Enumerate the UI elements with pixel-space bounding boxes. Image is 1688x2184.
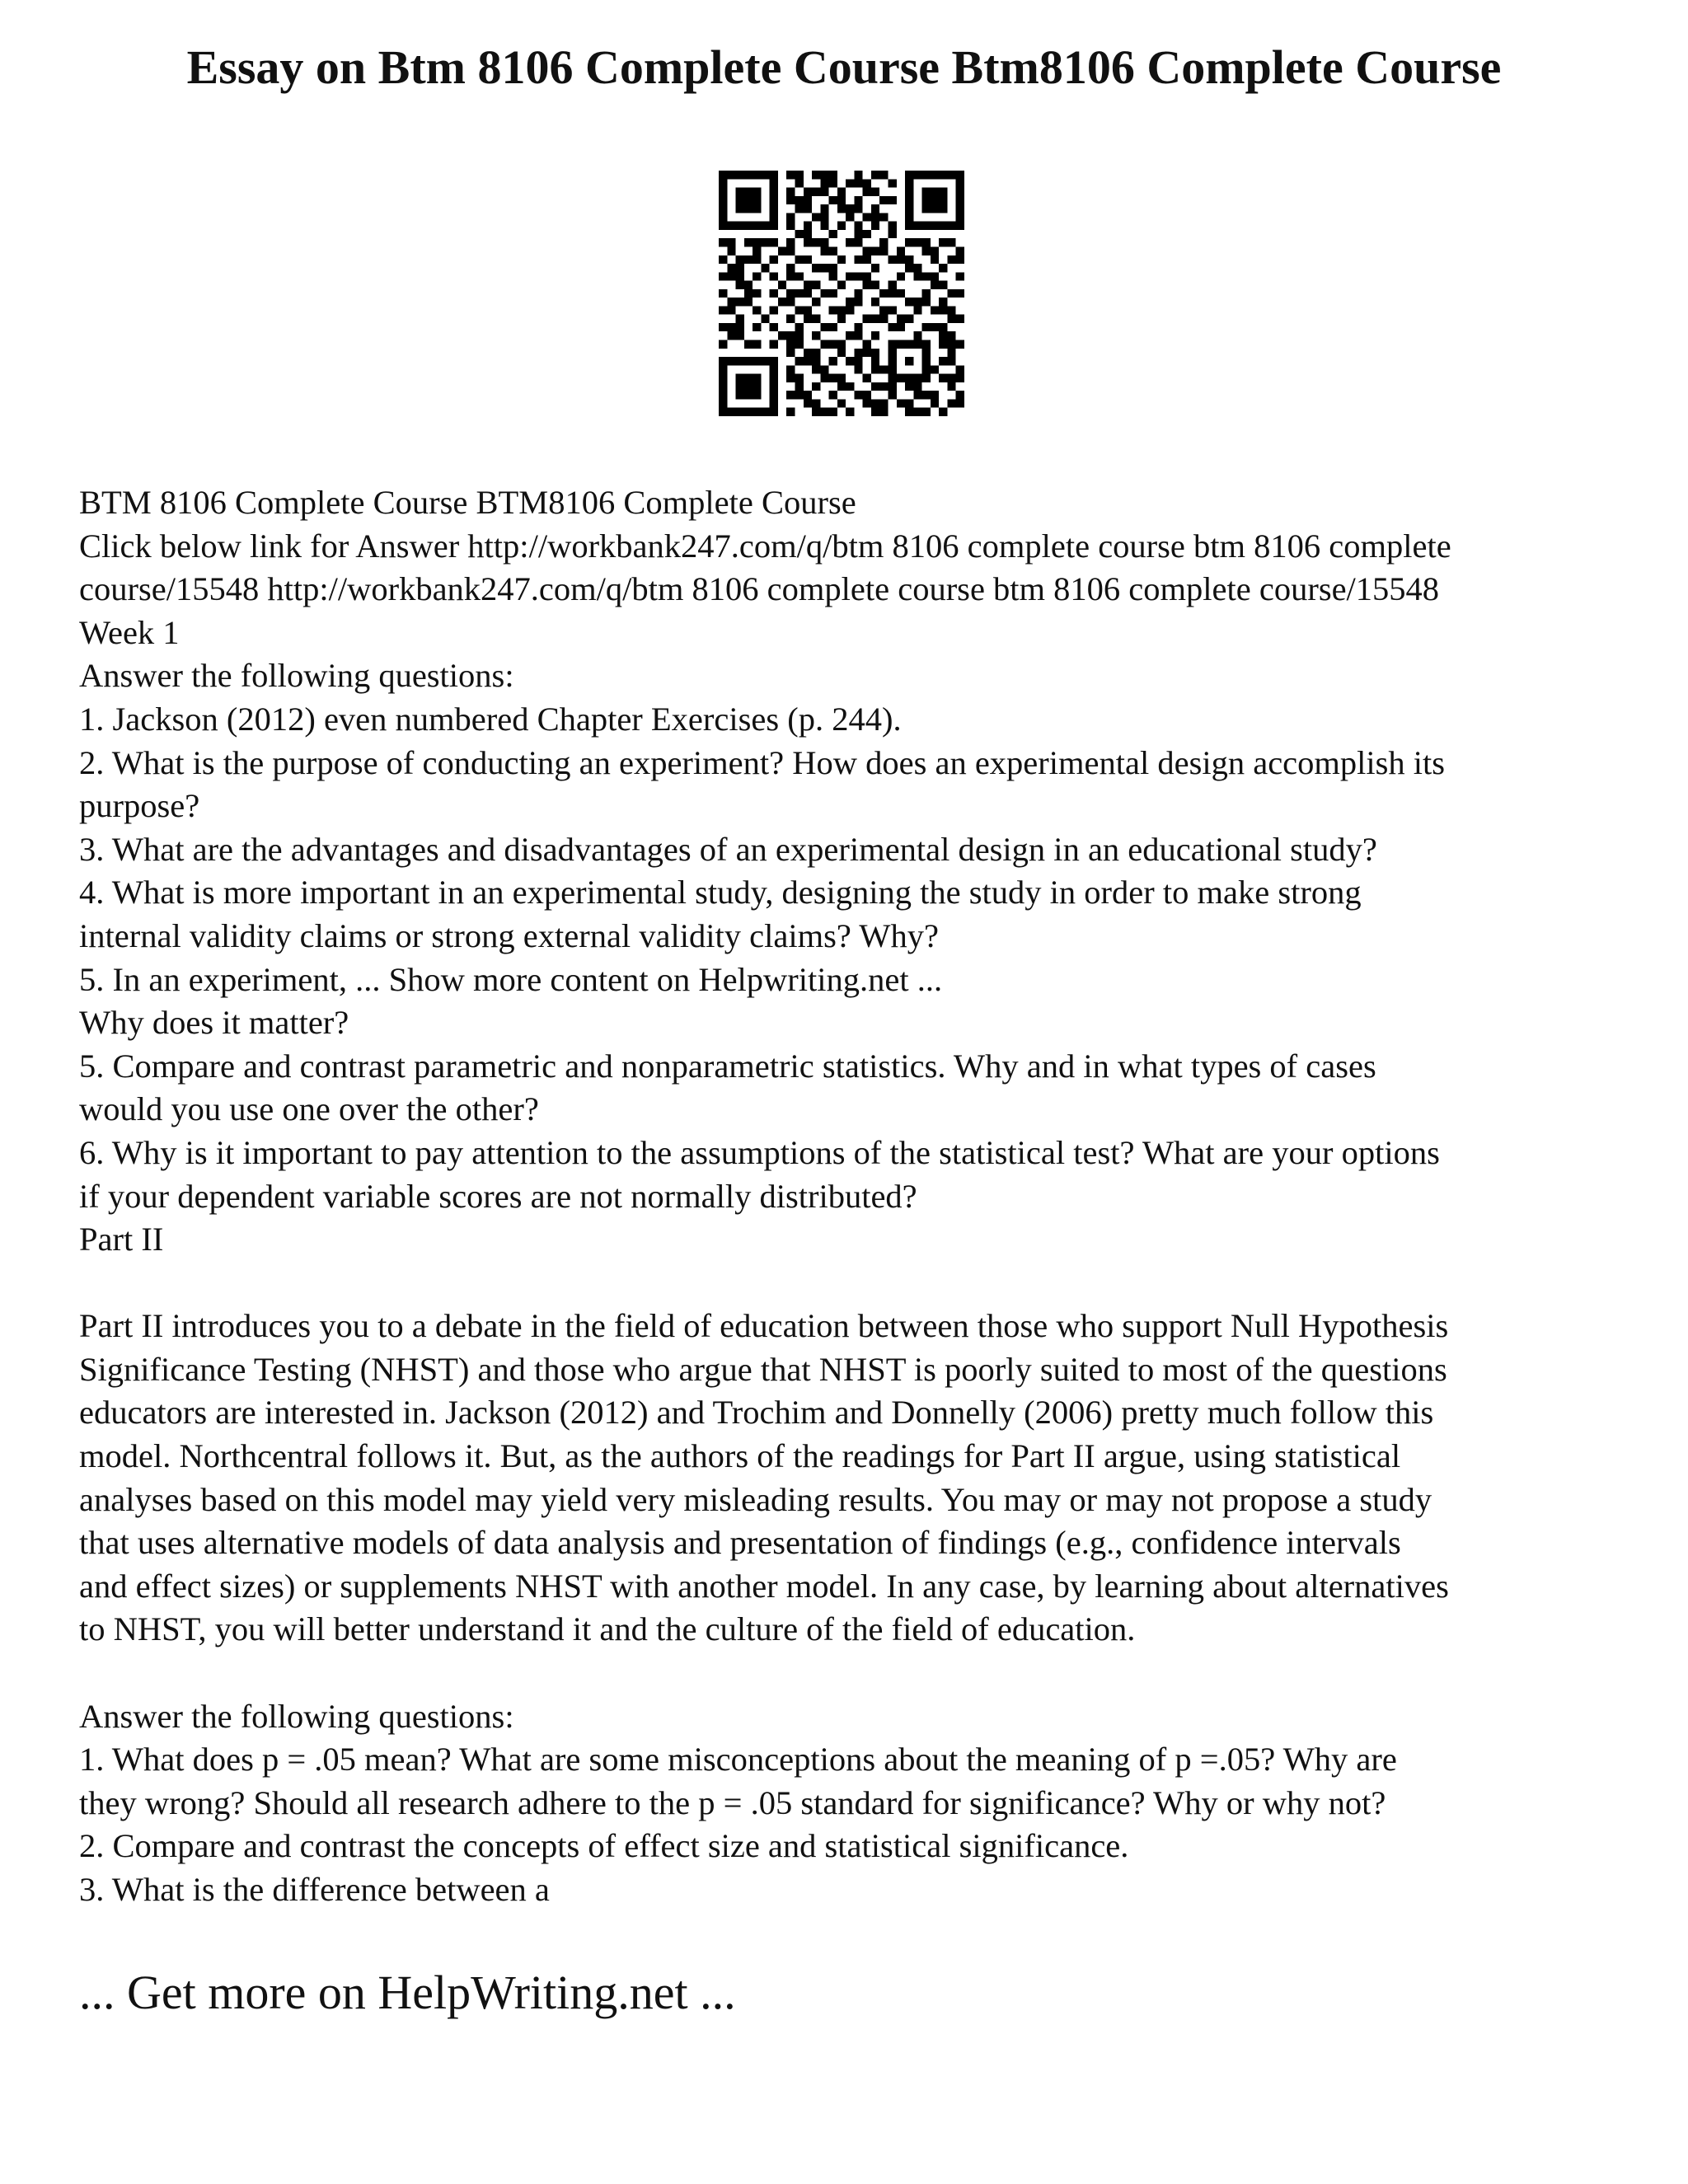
- paragraph-line: model. Northcentral follows it. But, as the authors of the readings for Part II argue, using statistical: [79, 1437, 1401, 1475]
- part-heading: Part II: [79, 1221, 164, 1258]
- page-title: Essay on Btm 8106 Complete Course Btm8106 Complete Course: [186, 40, 1502, 94]
- answer-link-text[interactable]: Click below link for Answer http://workbank247.com/q/btm 8106 complete course btm 8106 complete: [79, 527, 1451, 565]
- paragraph-line: analyses based on this model may yield very misleading results. You may or may not propose a study: [79, 1480, 1432, 1518]
- paragraph-line: to NHST, you will better understand it and the culture of the field of education.: [79, 1610, 1136, 1648]
- question-item-truncated: 5. In an experiment, ... Show more content on Helpwriting.net ...: [79, 960, 943, 998]
- question-item: 4. What is more important in an experimental study, designing the study in order to make strong: [79, 874, 1362, 912]
- questions-intro: Answer the following questions:: [79, 1697, 514, 1735]
- question-item: 6. Why is it important to pay attention to the assumptions of the statistical test? What are your options: [79, 1133, 1440, 1171]
- question-item: 2. Compare and contrast the concepts of effect size and statistical significance.: [79, 1827, 1129, 1865]
- question-item: 5. Compare and contrast parametric and nonparametric statistics. Why and in what types of cases: [79, 1047, 1376, 1085]
- question-item: 3. What are the advantages and disadvantages of an experimental design in an educational study?: [79, 830, 1377, 868]
- question-item: if your dependent variable scores are not normally distributed?: [79, 1177, 917, 1215]
- paragraph-gap: [79, 1262, 1629, 1305]
- document-body: [79, 481, 1629, 1912]
- questions-intro: Answer the following questions:: [79, 657, 514, 695]
- question-item: Why does it matter?: [79, 1004, 349, 1042]
- get-more-link[interactable]: ... Get more on HelpWriting.net ...: [79, 1966, 736, 2019]
- course-heading: BTM 8106 Complete Course BTM8106 Complete Course: [79, 484, 856, 521]
- paragraph-line: that uses alternative models of data analysis and presentation of findings (e.g., confidence intervals: [79, 1524, 1401, 1562]
- question-item: 3. What is the difference between a: [79, 1871, 550, 1908]
- answer-link-text[interactable]: course/15548 http://workbank247.com/q/btm 8106 complete course btm 8106 complete course/15548: [79, 570, 1440, 608]
- question-item: internal validity claims or strong external validity claims? Why?: [79, 916, 939, 954]
- question-item: 1. What does p = .05 mean? What are some misconceptions about the meaning of p =.05? Why are: [79, 1741, 1397, 1779]
- paragraph-line: and effect sizes) or supplements NHST with another model. In any case, by learning about alternatives: [79, 1567, 1449, 1605]
- question-item: purpose?: [79, 787, 200, 825]
- week-heading: Week 1: [79, 613, 180, 651]
- paragraph-line: educators are interested in. Jackson (2012) and Trochim and Donnelly (2006) pretty much follow this: [79, 1394, 1434, 1432]
- question-item: they wrong? Should all research adhere to the p = .05 standard for significance? Why or why not?: [79, 1783, 1386, 1821]
- question-item: 1. Jackson (2012) even numbered Chapter Exercises (p. 244).: [79, 700, 902, 738]
- paragraph-line: Significance Testing (NHST) and those who argue that NHST is poorly suited to most of the questions: [79, 1350, 1447, 1388]
- question-item: would you use one over the other?: [79, 1090, 539, 1128]
- qr-code-icon: [719, 171, 964, 416]
- question-item: 2. What is the purpose of conducting an experiment? How does an experimental design accomplish its: [79, 743, 1446, 781]
- paragraph-gap: [79, 1652, 1629, 1695]
- paragraph-line: Part II introduces you to a debate in the field of education between those who support Null Hypothesis: [79, 1307, 1449, 1345]
